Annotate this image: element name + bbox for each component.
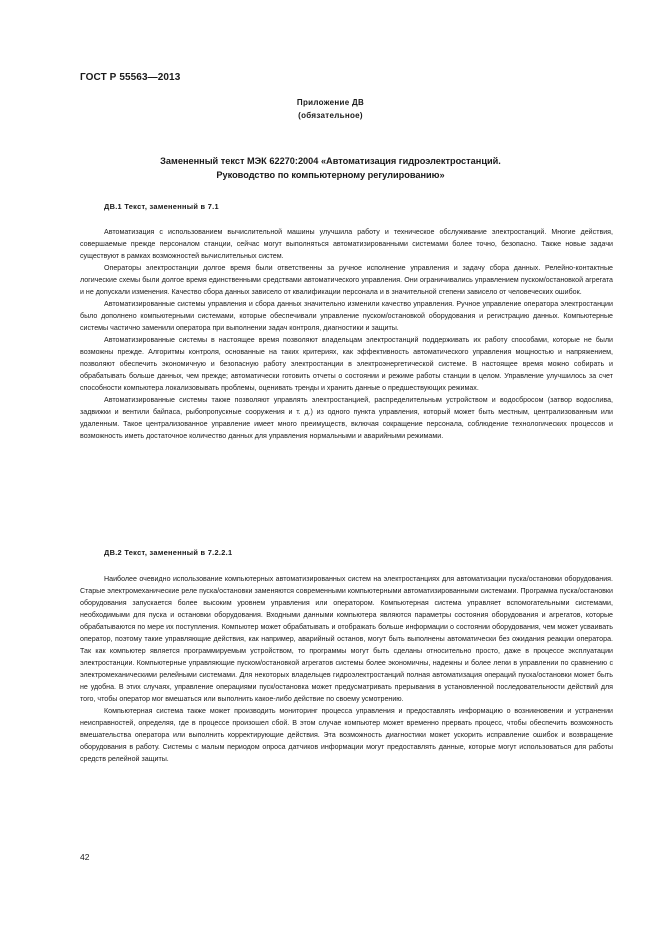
standard-code-header: ГОСТ Р 55563—2013	[80, 72, 181, 83]
page-number: 42	[80, 852, 90, 862]
paragraph: Операторы электростанции долгое время были ответственны за ручное исполнение управления и задачу сбора данных. Релейно-контактные логические схемы были долгое время единственными средствами автоматического управления. Они ограничивались управлением пуском/остановкой агрегата и не допускали изменения. Качество сбора данных зависело от квалификации персонала и в значительной степени зависело от человеческих ошибок.	[80, 264, 613, 296]
section-body	[80, 226, 613, 442]
appendix-status: (обязательное)	[298, 111, 363, 120]
document-title-line-2: Руководство по компьютерному регулированию»	[216, 170, 445, 180]
paragraph: Наиболее очевидно использование компьютерных автоматизированных систем на электростанциях для автоматизации пуска/остановки оборудования. Старые электромеханические реле пуска/остановки заменяются современными компьютерными автоматизированными системами. Программа пуска/остановки оборудования запускается более высоким уровнем управления или оператором. Компьютерная система управляет вспомогательными системами, необходимыми для пуска и остановки оборудования. Входными данными компьютера являются параметры состояния оборудования и агрегатов, которые обрабатываются по мере их поступления. Компьютер может обрабатывать и отображать больше информации о состоянии оборудования, чем может усваивать оператор, поэтому такие управляющие действия, как например, аварийный останов, могут быть выполнены автоматически без ожидания реакции оператора. Так как компьютер является программируемым устройством, то программы могут быть сделаны относительно просто, даже в процессе эксплуатации электростанции. Компьютерные управляющие пуском/остановкой агрегатов системы более экономичны, надежны и более легки в управлении по сравнению с электромеханическими релейными системами. Для некоторых владельцев гидроэлектростанций полная автоматизация операций пуска/остановки может быть не удобна. В этих случаях, управление операциями пуск/остановка может предусматривать прерывания в установленной последовательности действий для того, чтобы оператор мог вмешаться или выполнить какое-либо действие по своему усмотрению.	[80, 575, 613, 703]
document-title-line-1: Замененный текст МЭК 62270:2004 «Автоматизация гидроэлектростанций.	[160, 156, 501, 166]
appendix-title: Приложение ДВ	[296, 98, 365, 107]
paragraph: Автоматизированные системы также позволяют управлять электростанцией, распределительным устройством и водосбросом (затвор водослива, задвижки и вентили байпаса, рыбопропускные сооружения и т. д.) из одного пункта управления, который может быть местным, централизованным или удаленным. Такое централизованное управление имеет много преимуществ, включая сокращение персонала, соблюдение технологических процессов и возможность иметь достаточное количество данных для управления нормальными и аварийными режимами.	[80, 396, 613, 440]
paragraph: Автоматизация с использованием вычислительной машины улучшила работу и техническое обслуживание электростанций. Многие действия, совершаемые прежде персоналом станции, сейчас могут выполняться автоматизированными системами более точно, безопасно. Также новые задачи существуют в рамках возможностей вычислительных систем.	[80, 228, 613, 260]
paragraph: Автоматизированные системы управления и сбора данных значительно изменили качество управления. Ручное управление оператора электростанции было дополнено компьютерными системами, которые обеспечивали управление пуском/остановкой оборудования и регистрацию данных. Компьютерные системы частично заменили оператора при выполнении задач контроля, диагностики и защиты.	[80, 300, 613, 332]
paragraph: Компьютерная система также может производить мониторинг процесса управления и предоставлять информацию о возникновении и устранении неисправностей, определяя, где в процессе произошел сбой. В этом случае компьютер может временно прервать процесс, чтобы обеспечить возможность вмешательства оператора или выполнить корректирующие действия. Эта возможность диагностики может ускорить исправление ошибок и возвращение оборудования в работу. Системы с малым периодом опроса датчиков информации могут предоставлять данные, которые могут использоваться для работы средств релейной защиты.	[80, 707, 613, 763]
section-body	[80, 573, 613, 765]
section-heading: ДВ.2 Текст, замененный в 7.2.2.1	[104, 548, 233, 557]
section-heading: ДВ.1 Текст, замененный в 7.1	[104, 202, 219, 211]
paragraph: Автоматизированные системы в настоящее время позволяют владельцам электростанций поддерживать их работу способами, которые не были возможны прежде. Алгоритмы контроля, основанные на таких критериях, как эффективность автоматического управления мощностью и напряжением, позволяют обеспечить экономичную и безопасную работу электростанции в электроэнергетической системе. В настоящее время можно собирать и обрабатывать больше данных, чем прежде; автоматически готовить отчеты о состоянии и режиме работы станции в целом. Управление улучшилось за счет способности компьютера локализовывать проблемы, оценивать тренды и хранить данные о предшествующих режимах.	[80, 336, 613, 392]
